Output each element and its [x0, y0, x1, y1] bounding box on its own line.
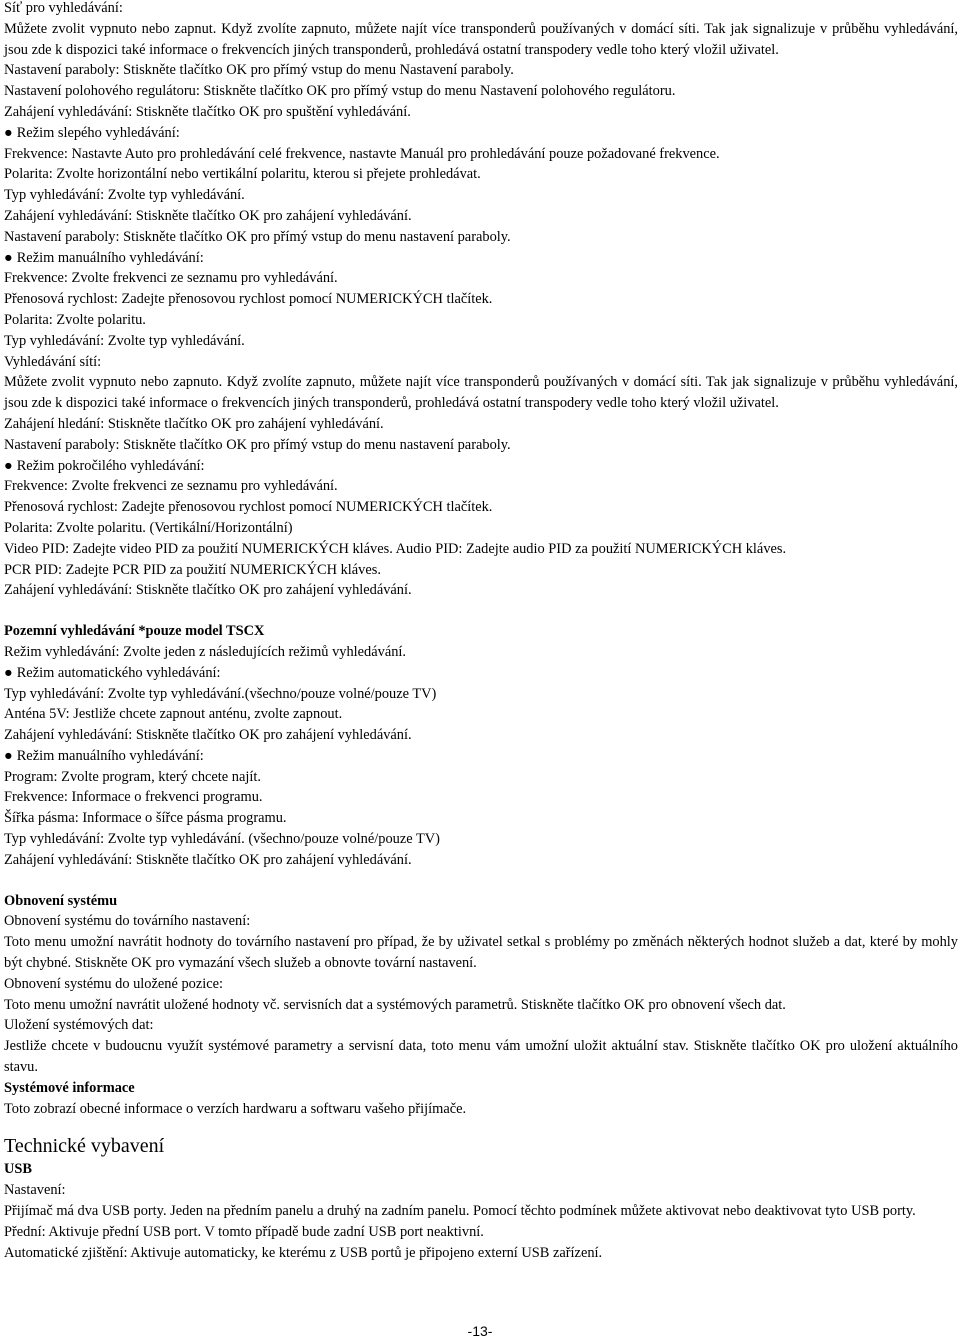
- text-line: Polarita: Zvolte polaritu. (Vertikální/Horizontální): [4, 519, 293, 536]
- spacer: [4, 871, 958, 891]
- text-line: Vyhledávání sítí:: [4, 353, 102, 370]
- text-line: Zahájení vyhledávání: Stiskněte tlačítko OK pro zahájení vyhledávání.: [4, 207, 412, 224]
- paragraph: Můžete zvolit vypnuto nebo zapnut. Když zvolíte zapnuto, můžete najít více transponderů používaných v domácí síti. Tak jak signalizuje v průběhu vyhledávání, jsou zde k dispozici také informace o frekvencích jiných transponderů, prohledává ostatní transpodery vedle toho který vložil uživatel.: [4, 20, 958, 58]
- text-line: Frekvence: Zvolte frekvenci ze seznamu pro vyhledávání.: [4, 270, 338, 287]
- bullet-icon: ●: [4, 249, 13, 266]
- document-body: [4, 0, 958, 1263]
- section-title: Technické vybavení: [4, 1135, 165, 1158]
- text-line: Program: Zvolte program, který chcete najít.: [4, 768, 261, 785]
- text-line: PCR PID: Zadejte PCR PID za použití NUMERICKÝCH kláves.: [4, 561, 381, 578]
- spacer: [4, 601, 958, 621]
- text-line: Přední: Aktivuje přední USB port. V tomto případě bude zadní USB port neaktivní.: [4, 1223, 484, 1240]
- bullet-icon: ●: [4, 124, 13, 141]
- text-line: Přenosová rychlost: Zadejte přenosovou rychlost pomocí NUMERICKÝCH tlačítek.: [4, 291, 493, 308]
- text-line: Nastavení paraboly: Stiskněte tlačítko OK pro přímý vstup do menu nastavení paraboly.: [4, 436, 511, 453]
- text-line: Zahájení vyhledávání: Stiskněte tlačítko OK pro zahájení vyhledávání.: [4, 727, 412, 744]
- section-heading: Pozemní vyhledávání *pouze model TSCX: [4, 623, 265, 640]
- bullet-icon: ●: [4, 747, 13, 764]
- text-line: Zahájení vyhledávání: Stiskněte tlačítko OK pro zahájení vyhledávání.: [4, 851, 412, 868]
- text-line: Typ vyhledávání: Zvolte typ vyhledávání.(všechno/pouze volné/pouze TV): [4, 685, 437, 702]
- bullet-icon: ●: [4, 664, 13, 681]
- paragraph: Můžete zvolit vypnuto nebo zapnuto. Když zvolíte zapnuto, můžete najít více transponderů používaných v domácí síti. Tak jak signalizuje v průběhu vyhledávání, jsou zde k dispozici také informace o frekvencích jiných transponderů, prohledává ostatní transpodery vedle toho který vložil uživatel.: [4, 374, 958, 412]
- text-line: Nastavení:: [4, 1182, 66, 1199]
- text-line: Zahájení hledání: Stiskněte tlačítko OK pro zahájení vyhledávání.: [4, 415, 384, 432]
- subsection-heading: USB: [4, 1161, 32, 1178]
- text-line: Nastavení paraboly: Stiskněte tlačítko OK pro přímý vstup do menu Nastavení paraboly.: [4, 62, 514, 79]
- text-line: Režim vyhledávání: Zvolte jeden z následujících režimů vyhledávání.: [4, 643, 406, 660]
- bullet-item: ● Režim automatického vyhledávání:: [4, 664, 221, 681]
- text-line: Typ vyhledávání: Zvolte typ vyhledávání.: [4, 332, 245, 349]
- text-line: Nastavení polohového regulátoru: Stiskněte tlačítko OK pro přímý vstup do menu Nastavení polohového regulátoru.: [4, 83, 676, 100]
- paragraph: Přijímač má dva USB porty. Jeden na předním panelu a druhý na zadním panelu. Pomocí těchto podmínek můžete aktivovat nebo deaktivovat tyto USB porty.: [4, 1203, 916, 1220]
- text-line: Frekvence: Zvolte frekvenci ze seznamu pro vyhledávání.: [4, 478, 338, 495]
- paragraph: Toto menu umožní navrátit hodnoty do továrního nastavení pro případ, že by uživatel setkal s problémy po změnách některých hodnot služeb a dat, které by mohly být chybné. Stiskněte OK pro vymazání všech služeb a obnovte tovární nastavení.: [4, 934, 958, 972]
- text-line: Video PID: Zadejte video PID za použití NUMERICKÝCH kláves. Audio PID: Zadejte audio PID za použití NUMERICKÝCH kláves.: [4, 540, 787, 557]
- text-line: Obnovení systému do továrního nastavení:: [4, 913, 251, 930]
- section-heading: Obnovení systému: [4, 892, 118, 909]
- text-line: Obnovení systému do uložené pozice:: [4, 975, 224, 992]
- text-line: Nastavení paraboly: Stiskněte tlačítko OK pro přímý vstup do menu nastavení paraboly.: [4, 228, 511, 245]
- text-line: Automatické zjištění: Aktivuje automaticky, ke kterému z USB portů je připojeno externí USB zařízení.: [4, 1244, 603, 1261]
- bullet-item: ● Režim manuálního vyhledávání:: [4, 249, 204, 266]
- text-line: Polarita: Zvolte horizontální nebo vertikální polaritu, kterou si přejete prohledávat.: [4, 166, 481, 183]
- text-line: Zahájení vyhledávání: Stiskněte tlačítko OK pro zahájení vyhledávání.: [4, 582, 412, 599]
- text-line: Anténa 5V: Jestliže chcete zapnout anténu, zvolte zapnout.: [4, 706, 343, 723]
- bullet-item: ● Režim slepého vyhledávání:: [4, 124, 180, 141]
- text-line: Typ vyhledávání: Zvolte typ vyhledávání. (všechno/pouze volné/pouze TV): [4, 831, 440, 848]
- text-line: Přenosová rychlost: Zadejte přenosovou rychlost pomocí NUMERICKÝCH tlačítek.: [4, 499, 493, 516]
- text-line: Frekvence: Informace o frekvenci programu.: [4, 789, 263, 806]
- text-line: Síť pro vyhledávání:: [4, 0, 123, 16]
- text-line: Toto zobrazí obecné informace o verzích hardwaru a softwaru vašeho přijímače.: [4, 1100, 467, 1117]
- paragraph: Jestliže chcete v budoucnu využít systémové parametry a servisní data, toto menu vám umožní uložit aktuální stav. Stiskněte tlačítko OK pro uložení aktuálního stavu.: [4, 1038, 958, 1076]
- bullet-item: ● Režim manuálního vyhledávání:: [4, 747, 204, 764]
- text-line: Frekvence: Nastavte Auto pro prohledávání celé frekvence, nastavte Manuál pro prohledávání pouze požadované frekvence.: [4, 145, 720, 162]
- paragraph: Toto menu umožní navrátit uložené hodnoty vč. servisních dat a systémových parametrů. Stiskněte tlačítko OK pro obnovení všech dat.: [4, 996, 786, 1013]
- subsection-heading: Systémové informace: [4, 1079, 135, 1096]
- text-line: Zahájení vyhledávání: Stiskněte tlačítko OK pro spuštění vyhledávání.: [4, 103, 411, 120]
- text-line: Polarita: Zvolte polaritu.: [4, 311, 146, 328]
- text-line: Šířka pásma: Informace o šířce pásma programu.: [4, 810, 287, 827]
- bullet-item: ● Režim pokročilého vyhledávání:: [4, 457, 205, 474]
- spacer: [4, 1119, 958, 1133]
- text-line: Typ vyhledávání: Zvolte typ vyhledávání.: [4, 187, 245, 204]
- page-number: -13-: [467, 1323, 493, 1339]
- bullet-icon: ●: [4, 457, 13, 474]
- text-line: Uložení systémových dat:: [4, 1017, 154, 1034]
